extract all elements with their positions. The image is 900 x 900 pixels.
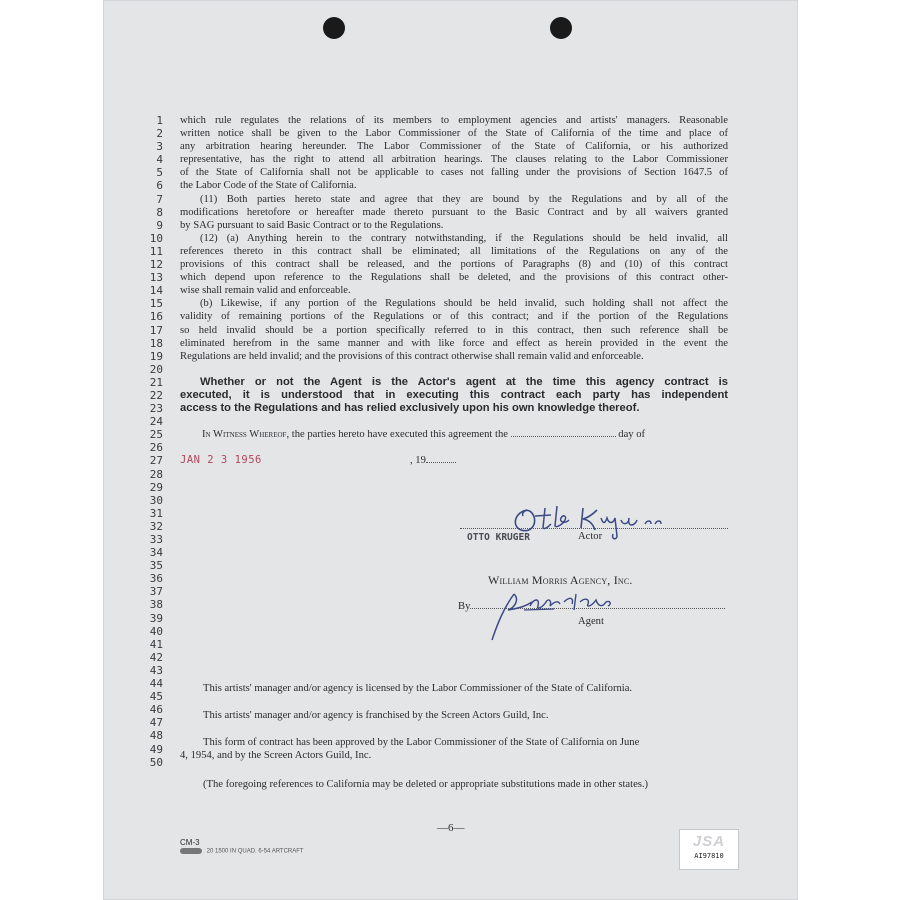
blank-line bbox=[180, 363, 728, 376]
notice-approved-line1: This form of contract has been approved by the Labor Commissioner of the State of California on June bbox=[203, 737, 640, 748]
line-number: 15 bbox=[149, 297, 163, 311]
line-number: 39 bbox=[149, 611, 163, 625]
bold-clause-line: executed, it is understood that in executing this contract each party has independent bbox=[180, 388, 728, 401]
line-number: 46 bbox=[149, 703, 163, 717]
bold-clause-line: Whether or not the Agent is the Actor's agent at the time this agency contract is bbox=[200, 375, 728, 388]
agent-label: Agent bbox=[578, 616, 604, 627]
form-code: CM-3 bbox=[180, 838, 200, 847]
bold-clause-line: access to the Regulations and has relied exclusively upon his own knowledge thereof. bbox=[180, 402, 640, 415]
body-text-line: validity of remaining portions of the Regulations or of this contract; and if the portion of the Regulations bbox=[180, 311, 728, 323]
line-number: 4 bbox=[156, 153, 163, 167]
line-number: 34 bbox=[149, 546, 163, 560]
date-stamp: JAN 2 3 1956 bbox=[180, 454, 262, 467]
line-number: 45 bbox=[149, 690, 163, 704]
line-number: 21 bbox=[149, 375, 163, 389]
witness-text: the parties hereto have executed this agreement the bbox=[291, 429, 508, 441]
line-number: 32 bbox=[149, 519, 163, 533]
line-number: 3 bbox=[156, 140, 163, 154]
jsa-cert-number: AI97810 bbox=[694, 852, 724, 860]
line-number: 5 bbox=[156, 166, 163, 180]
day-of-label: day of bbox=[618, 429, 646, 441]
line-number: 31 bbox=[149, 506, 163, 520]
line-number: 35 bbox=[149, 559, 163, 573]
line-number: 16 bbox=[149, 310, 163, 324]
body-text-line: written notice shall be given to the Labor Commissioner of the State of California of the time and place of bbox=[180, 128, 728, 140]
body-text-line: (12) (a) Anything herein to the contrary notwithstanding, if the Regulations should be held invalid, all bbox=[200, 232, 728, 244]
union-bug-icon bbox=[180, 848, 202, 854]
page-number: —6— bbox=[437, 822, 465, 834]
body-text-line: modifications heretofore or hereafter made thereto pursuant to the Basic Contract and by all waivers granted bbox=[180, 206, 728, 218]
year-prefix: 19 bbox=[415, 455, 426, 467]
body-text-line: wise shall remain valid and enforceable. bbox=[180, 285, 351, 297]
line-number: 1 bbox=[156, 114, 163, 127]
line-number: 13 bbox=[149, 271, 163, 285]
notice-california: (The foregoing references to California may be deleted or appropriate substitutions made in other states.) bbox=[203, 779, 649, 790]
date-line: JAN 2 3 1956 , 19 bbox=[180, 454, 728, 467]
line-number: 40 bbox=[149, 624, 163, 638]
agent-signature bbox=[484, 588, 644, 648]
line-number: 22 bbox=[149, 388, 163, 402]
day-blank bbox=[511, 436, 616, 437]
line-number: 49 bbox=[149, 742, 163, 756]
line-number: 10 bbox=[149, 231, 163, 245]
body-text-line: which rule regulates the relations of its members to employment agencies and artists' managers. Reasonable bbox=[180, 115, 728, 126]
notice-licensed: This artists' manager and/or agency is licensed by the Labor Commissioner of the State of California. bbox=[203, 683, 633, 694]
line-number: 14 bbox=[149, 284, 163, 298]
line-numbers bbox=[143, 114, 163, 769]
print-info bbox=[180, 848, 304, 855]
body-text-line: of the State of California shall not be applicable to cases not falling under the provisions of Section 1647.5 of bbox=[180, 167, 728, 179]
jsa-logo: JSA bbox=[692, 833, 726, 850]
line-number: 42 bbox=[149, 650, 163, 664]
line-number: 25 bbox=[149, 428, 163, 442]
body-text-line: (11) Both parties hereto state and agree that they are bound by the Regulations and by all of the bbox=[200, 193, 728, 205]
line-number: 29 bbox=[149, 480, 163, 494]
actor-typed-name: OTTO KRUGER bbox=[467, 532, 530, 543]
punch-hole bbox=[323, 17, 345, 39]
line-number: 7 bbox=[156, 192, 163, 206]
actor-label: Actor bbox=[578, 531, 603, 542]
line-number: 11 bbox=[149, 244, 163, 258]
notice-franchised: This artists' manager and/or agency is franchised by the Screen Actors Guild, Inc. bbox=[203, 710, 549, 721]
notice-approved-line2: 4, 1954, and by the Screen Actors Guild, Inc. bbox=[180, 750, 372, 761]
by-text: By bbox=[458, 601, 471, 612]
line-number: 33 bbox=[149, 533, 163, 546]
line-number: 38 bbox=[149, 598, 163, 612]
body-text-line: eliminated herefrom in the same manner and with like force and effect as herein provided in the event the bbox=[180, 337, 728, 349]
line-number: 36 bbox=[149, 572, 163, 586]
witness-lead: In Witness Whereof, bbox=[202, 429, 290, 441]
line-number: 30 bbox=[149, 493, 163, 507]
line-number: 18 bbox=[149, 336, 163, 350]
line-number: 50 bbox=[149, 755, 163, 769]
body-text-line: the Labor Code of the State of California. bbox=[180, 180, 357, 192]
line-number: 20 bbox=[149, 362, 163, 376]
body-text-line: Regulations are held invalid; and the provisions of this contract otherwise shall remain valid and enforceable. bbox=[180, 350, 644, 362]
line-number: 8 bbox=[156, 205, 163, 219]
year-blank bbox=[426, 462, 456, 463]
line-number: 24 bbox=[149, 415, 163, 429]
contract-body bbox=[180, 114, 728, 468]
body-text-line: which depend upon reference to the Regulations shall be deleted, and the provisions of this contract other- bbox=[180, 272, 728, 284]
line-number: 47 bbox=[149, 716, 163, 730]
line-number: 43 bbox=[149, 663, 163, 677]
line-number: 2 bbox=[156, 127, 163, 141]
date-blank bbox=[180, 454, 410, 467]
line-number: 48 bbox=[149, 729, 163, 743]
body-text-line: by SAG pursuant to said Basic Contract or to the Regulations. bbox=[180, 219, 444, 231]
body-text-line: (b) Likewise, if any portion of the Regulations should be held invalid, such holding shall not affect the bbox=[200, 298, 728, 310]
punch-hole bbox=[550, 17, 572, 39]
line-number: 41 bbox=[149, 637, 163, 651]
line-number: 6 bbox=[156, 179, 163, 193]
line-number: 44 bbox=[149, 677, 163, 691]
line-number: 12 bbox=[149, 258, 163, 272]
line-number: 23 bbox=[149, 402, 163, 416]
line-number: 9 bbox=[156, 218, 163, 232]
line-number: 17 bbox=[149, 323, 163, 337]
jsa-authentication-sticker bbox=[679, 829, 739, 870]
body-text-line: so held invalid should be a portion specifically referred to in this contract, then such reference shall be bbox=[180, 324, 728, 336]
line-number: 19 bbox=[149, 349, 163, 363]
body-text-line: provisions of this contract shall be released, and the portions of Paragraphs (8) and (10) of this contract bbox=[180, 259, 728, 271]
body-text-line: representative, has the right to attend all arbitration hearings. The clauses relating to the Labor Commissioner bbox=[180, 154, 728, 166]
body-text-line: any arbitration hearing hereunder. The Labor Commissioner of the State of California, or his authorized bbox=[180, 141, 728, 153]
line-number: 28 bbox=[149, 467, 163, 481]
print-info-text: 20 1500 IN QUAD. 6-54 ARTCRAFT bbox=[206, 848, 304, 855]
blank-line bbox=[180, 415, 728, 428]
actor-signature bbox=[505, 502, 685, 542]
witness-line bbox=[180, 428, 728, 441]
agency-name: William Morris Agency, Inc. bbox=[488, 573, 633, 587]
blank-line bbox=[180, 441, 728, 454]
body-text-line: references thereto in this contract shall be eliminated; all limitations of the Regulations on any of the bbox=[180, 245, 728, 257]
line-number: 37 bbox=[149, 585, 163, 599]
line-number: 27 bbox=[149, 454, 163, 468]
line-number: 26 bbox=[149, 441, 163, 455]
